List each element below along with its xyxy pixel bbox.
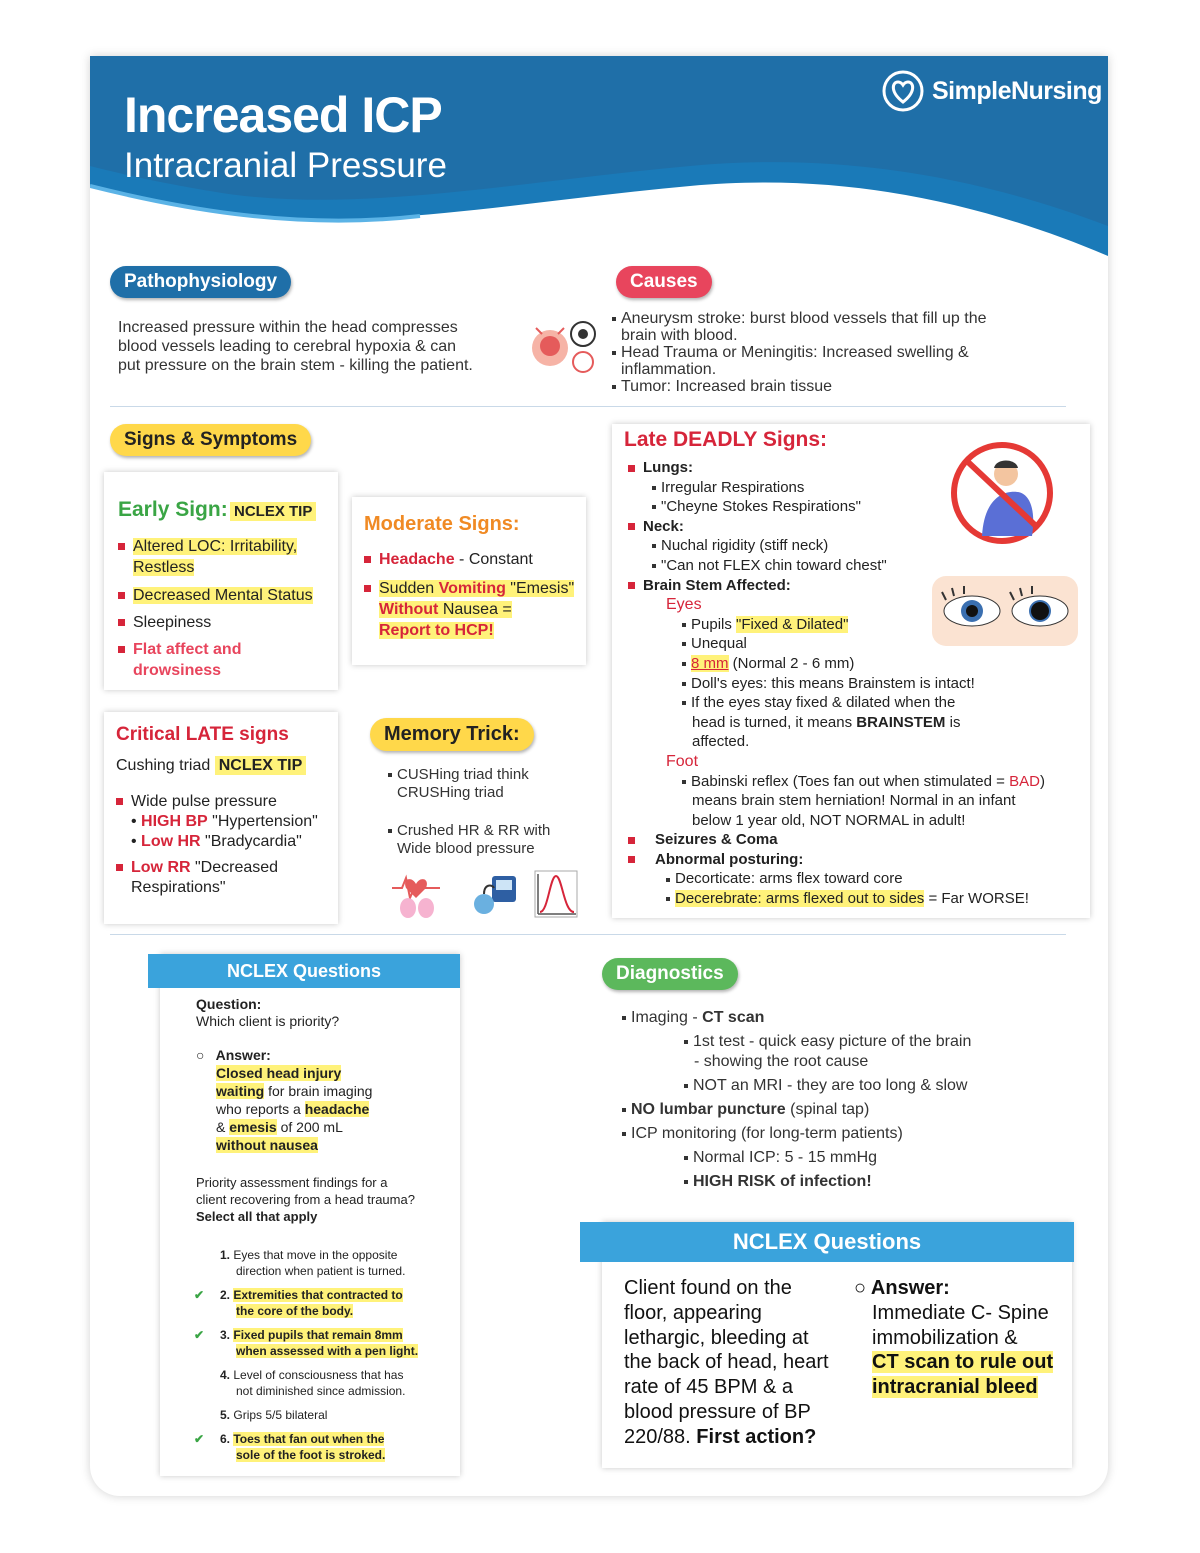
nclex-questions-header-2: NCLEX Questions: [580, 1222, 1074, 1262]
late-deadly-signs-card: [612, 424, 1090, 918]
critical-late-signs-card: [104, 712, 338, 924]
divider: [110, 406, 1066, 407]
causes-label: Causes: [616, 266, 712, 298]
critical-late-list: Wide pulse pressure • HIGH BP "Hypertension" • Low HR "Bradycardia" Low RR "Decreased Respirations": [116, 792, 318, 898]
signs-symptoms-label: Signs & Symptoms: [110, 424, 311, 456]
nclex-question-2: Client found on the floor, appearing lethargic, bleeding at the back of head, heart rate of 45 BPM & a blood pressure of BP 220/88. First action?: [624, 1277, 829, 1448]
no-neck-flex-icon: [946, 440, 1058, 546]
causes-list: Aneurysm stroke: burst blood vessels that fill up the brain with blood. Head Trauma or Meningitis: Increased swelling & inflammation. Tumor: Increased brain tissue: [612, 310, 987, 395]
heart-logo-icon: [880, 70, 926, 112]
nclex-answer-2: ○ Answer: Immediate C- Spine immobilization & CT scan to rule out intracranial bleed: [854, 1277, 1054, 1399]
moderate-signs-card: [352, 497, 586, 665]
diagnostics-list: Imaging - CT scan 1st test - quick easy picture of the brain - showing the root cause NOT an MRI - they are too long & slow NO lumbar puncture (spinal tap) ICP monitoring (for long-term patients) Normal ICP: 5 - 15 mmHg HIGH RISK of infection!: [622, 1006, 971, 1194]
early-sign-title: Early Sign:: [118, 498, 228, 521]
early-sign-list: Altered LOC: Irritability, Restless Decreased Mental Status Sleepiness Flat affect and drowsiness: [118, 536, 313, 681]
divider: [110, 934, 1066, 935]
critical-late-title: Critical LATE signs: [116, 724, 289, 745]
nclex-answer-1: ○ Answer: Closed head injury waiting for brain imaging who reports a headache & emesis of 200 mL without nausea: [196, 1047, 373, 1153]
nclex-priority-question: Priority assessment findings for a client recovering from a head trauma? Select all that apply: [196, 1175, 415, 1224]
nclex-question-1: Question: Which client is priority?: [196, 996, 340, 1029]
dilated-eyes-icon: [932, 576, 1078, 646]
page-title: Increased ICP: [124, 87, 442, 143]
pathophysiology-text: Increased pressure within the head compresses blood vessels leading to cerebral hypoxia & can put pressure on the brain stem - killing the patient.: [118, 319, 473, 374]
nclex-questions-header-1: NCLEX Questions: [148, 954, 460, 988]
moderate-signs-list: Headache - Constant Sudden Vomiting "Emesis" Without Nausea = Report to HCP!: [364, 549, 574, 641]
memory-trick-text: CUSHing triad think CRUSHing triad Crushed HR & RR with Wide blood pressure: [388, 766, 550, 858]
diagnostics-label: Diagnostics: [602, 958, 738, 990]
pathophysiology-label: Pathophysiology: [110, 266, 291, 298]
late-deadly-list: Lungs: Irregular Respirations "Cheyne Stokes Respirations" Neck: Nuchal rigidity (stiff neck) "Can not FLEX chin toward chest" Brain Stem Affected: Eyes Pupils "Fixed & Dilated" Unequal 8 mm (Normal 2 - 6 mm) Doll's eyes: this means Brainstem is intact! If the eyes stay fixed & dilated when the head is turned, it means BRAINSTEM is affected. Foot Babinski reflex (Toes fan out when stimulated = BAD) means brain stem herniation! Normal in an infant below 1 year old, NOT NORMAL in adult! Seizures & Coma Abnormal posturing: Decorticate: arms flex toward core Decerebrate: arms flexed out to sides = Far WORSE!: [628, 458, 1045, 909]
late-deadly-title: Late DEADLY Signs:: [624, 428, 828, 451]
nclex-tip-badge: NCLEX TIP: [230, 502, 316, 521]
brain-pressure-icon: [528, 318, 600, 378]
memory-trick-label: Memory Trick:: [370, 718, 534, 751]
cushing-triad: Cushing triad NCLEX TIP: [116, 757, 306, 775]
early-sign-card: [104, 472, 338, 690]
heart-lungs-icon: [392, 868, 440, 920]
moderate-signs-title: Moderate Signs:: [364, 513, 520, 535]
nclex-select-options: 1. Eyes that move in the opposite direction when patient is turned. ✔ 2. Extremities that contracted to the core of the body. ✔ 3. Fixed pupils that remain 8mm when assessed with a pen light. 4. Level of consciousness that has not diminished since admission. 5. Grips 5/5 bilateral ✔ 6. Toes that fan out when the sole of the foot is stroked.: [194, 1248, 419, 1462]
brand-name: SimpleNursing: [932, 77, 1102, 105]
page-subtitle: Intracranial Pressure: [124, 146, 447, 185]
pressure-curve-icon: [534, 870, 578, 918]
blood-pressure-monitor-icon: [472, 874, 520, 918]
